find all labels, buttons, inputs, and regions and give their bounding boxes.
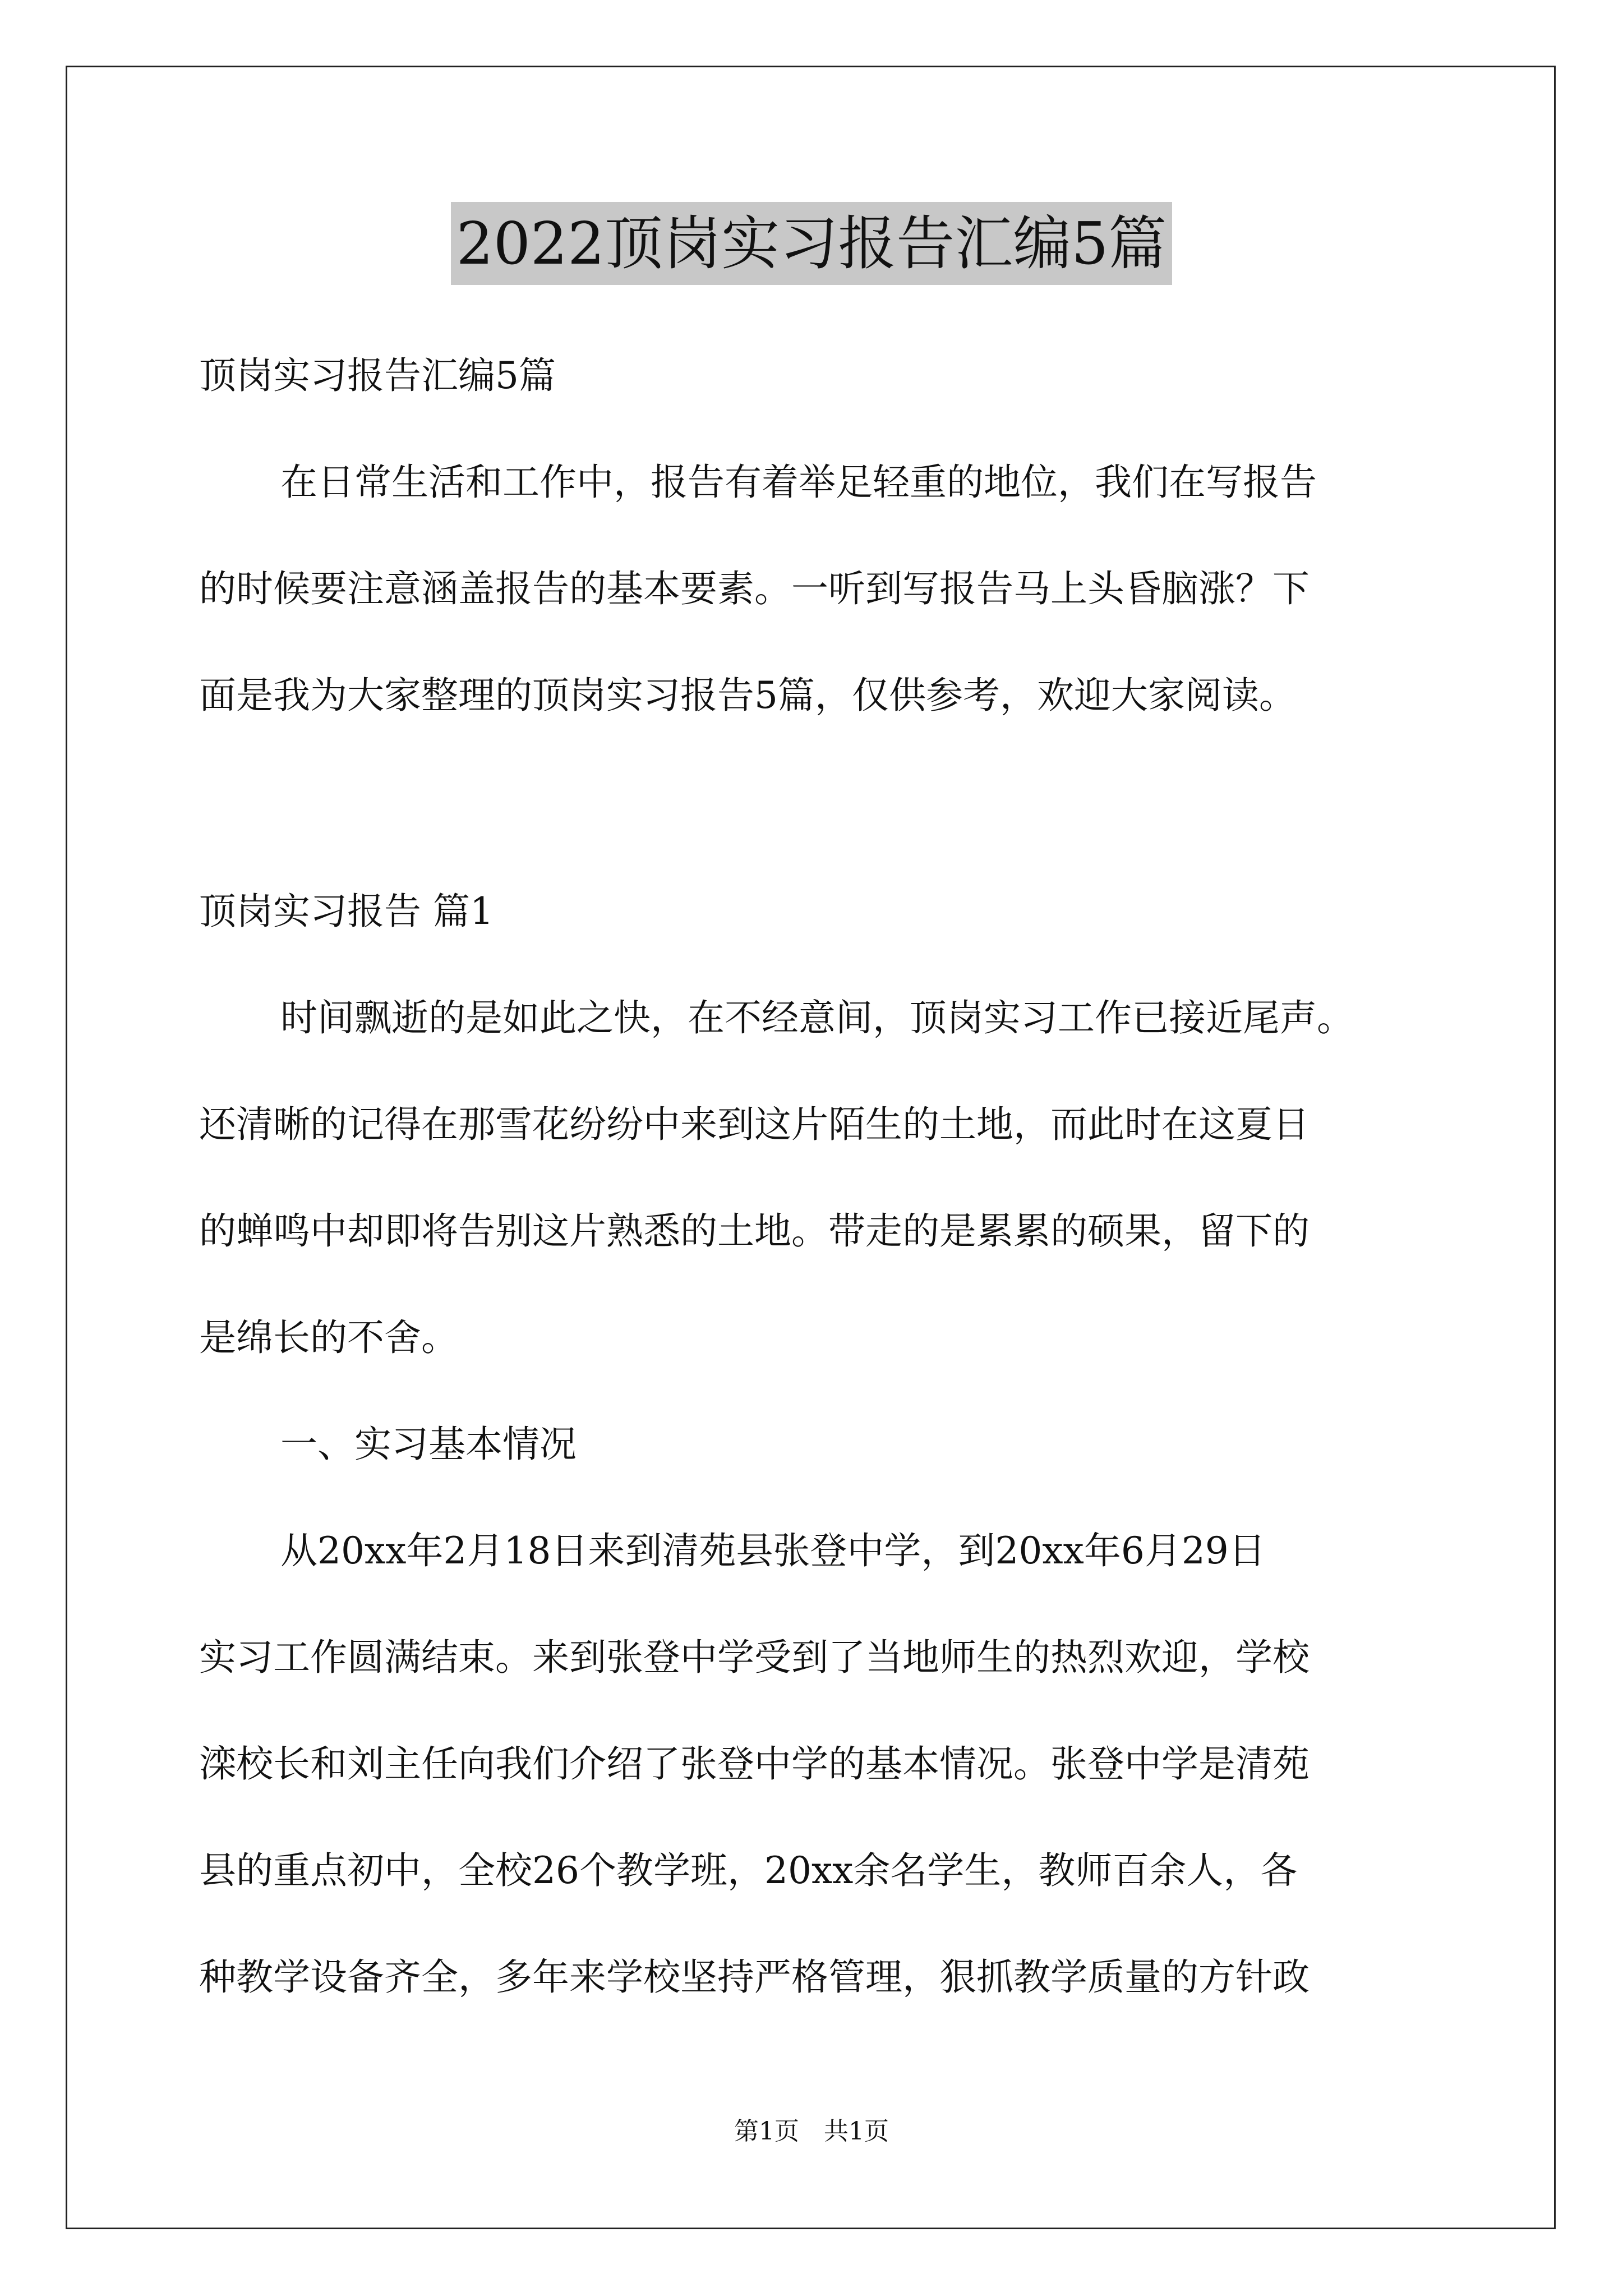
paragraph-line: 还清晰的记得在那雪花纷纷中来到这片陌生的土地，而此时在这夏日 — [199, 1103, 1310, 1146]
paragraph-line: 滦校长和刘主任向我们介绍了张登中学的基本情况。张登中学是清苑 — [199, 1742, 1310, 1786]
subheading: 一、实习基本情况 — [280, 1423, 577, 1466]
subtitle: 顶岗实习报告汇编5篇 — [199, 354, 556, 397]
paragraph-line: 时间飘逝的是如此之快，在不经意间，顶岗实习工作已接近尾声。 — [280, 996, 1354, 1039]
intro-line: 在日常生活和工作中，报告有着举足轻重的地位，我们在写报告 — [280, 461, 1317, 504]
page-footer: 第1页 共1页 — [734, 2117, 889, 2146]
paragraph-line: 种教学设备齐全，多年来学校坚持严格管理，狠抓教学质量的方针政 — [199, 1955, 1310, 1999]
document-title: 2022顶岗实习报告汇编5篇 — [451, 202, 1173, 285]
paragraph-line: 是绵长的不舍。 — [199, 1316, 458, 1359]
paragraph-line: 县的重点初中，全校26个教学班，20xx余名学生，教师百余人，各 — [199, 1849, 1298, 1892]
section-heading: 顶岗实习报告 篇1 — [199, 890, 494, 933]
intro-line: 的时候要注意涵盖报告的基本要素。一听到写报告马上头昏脑涨？下 — [199, 567, 1310, 610]
paragraph-line: 从20xx年2月18日来到清苑县张登中学，到20xx年6月29日 — [280, 1529, 1266, 1572]
intro-line: 面是我为大家整理的顶岗实习报告5篇，仅供参考，欢迎大家阅读。 — [199, 674, 1296, 717]
paragraph-line: 实习工作圆满结束。来到张登中学受到了当地师生的热烈欢迎，学校 — [199, 1636, 1310, 1679]
paragraph-line: 的蝉鸣中却即将告别这片熟悉的土地。带走的是累累的硕果，留下的 — [199, 1209, 1310, 1253]
title-container — [0, 202, 1623, 285]
